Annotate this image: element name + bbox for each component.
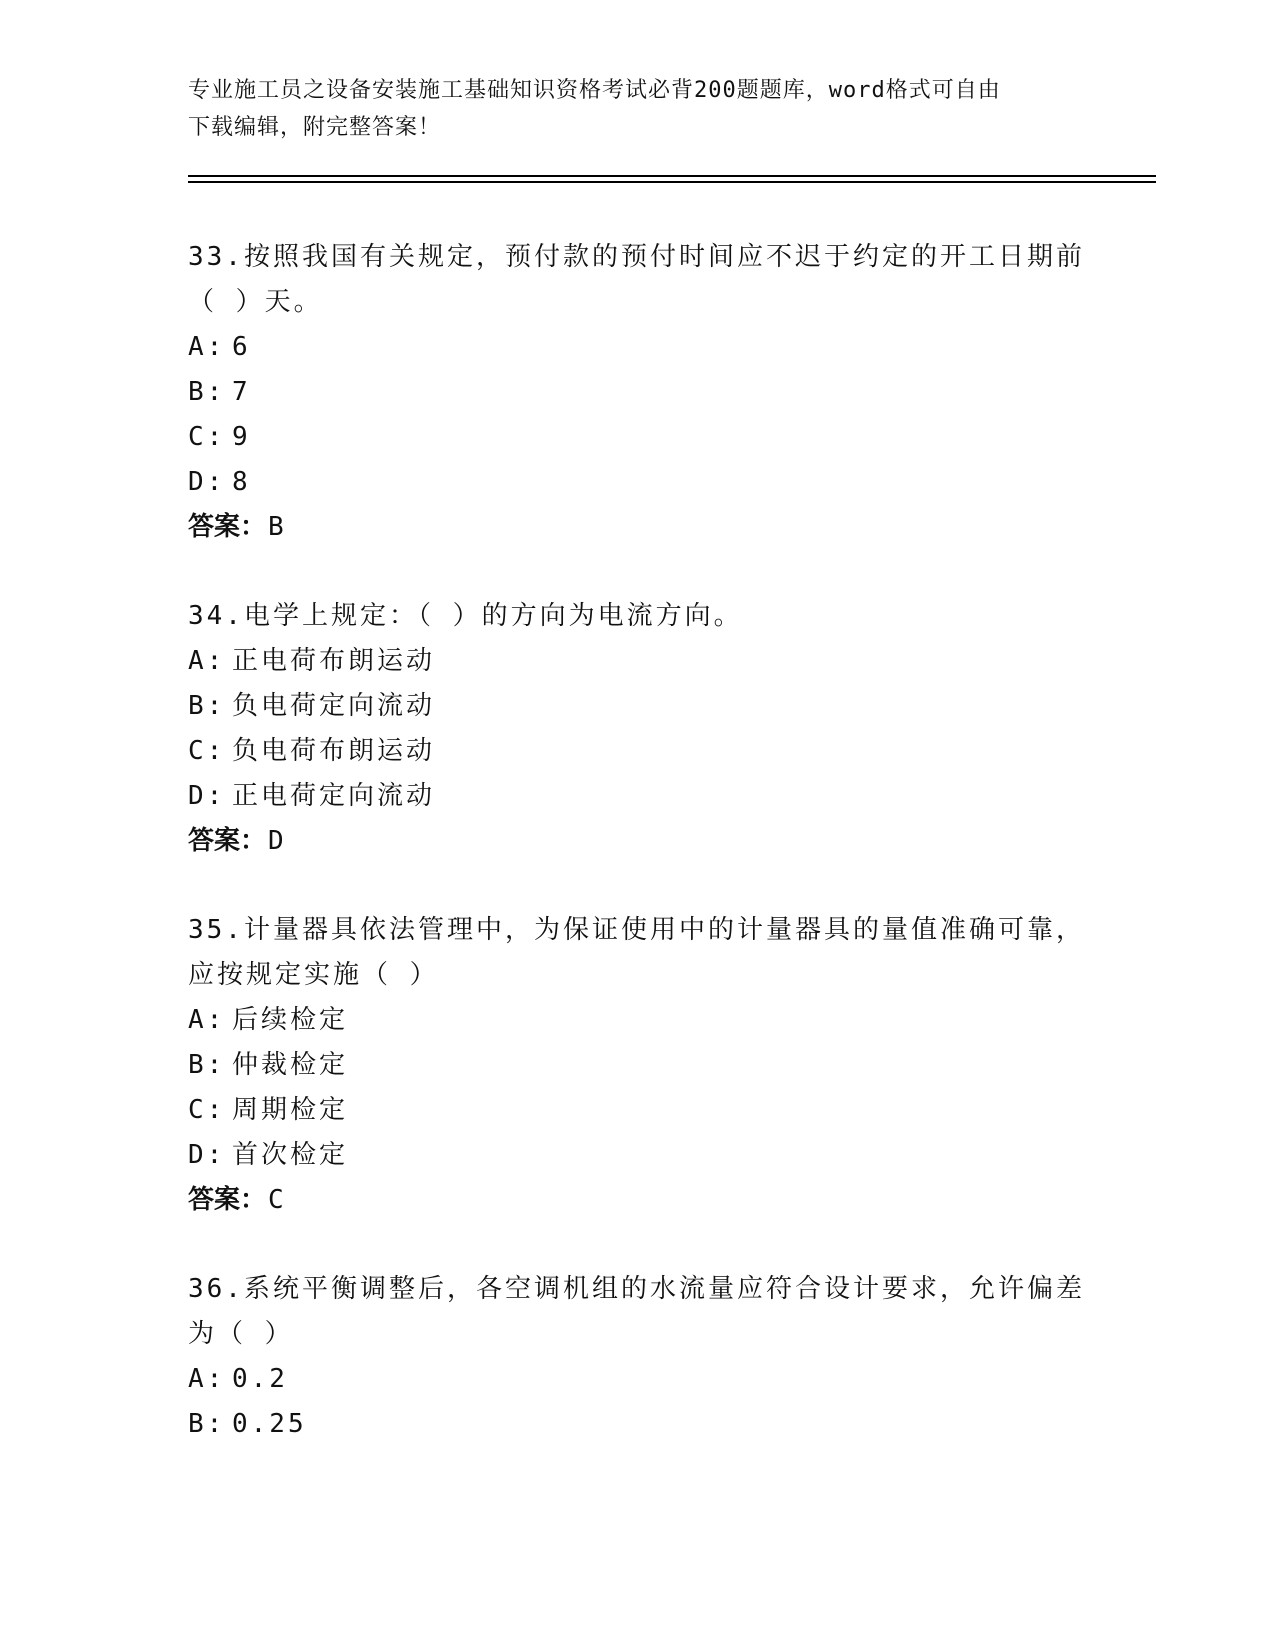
option-text: 8 bbox=[232, 467, 251, 497]
question-text-line-1: 36.系统平衡调整后，各空调机组的水流量应符合设计要求，允许偏差 bbox=[188, 1274, 1085, 1304]
option-text: 0.2 bbox=[232, 1364, 288, 1394]
option-b bbox=[188, 684, 1088, 729]
answer-label: 答案： bbox=[188, 512, 267, 542]
option-text: 0.25 bbox=[232, 1409, 307, 1439]
option-c bbox=[188, 1088, 1088, 1133]
option-letter: A: bbox=[188, 332, 226, 362]
answer-value: D bbox=[268, 826, 284, 856]
answer-label: 答案： bbox=[188, 826, 267, 856]
option-text: 正电荷布朗运动 bbox=[232, 646, 436, 676]
option-d bbox=[188, 460, 1088, 505]
option-a bbox=[188, 325, 1088, 370]
header-divider-top bbox=[188, 175, 1156, 177]
option-text: 首次检定 bbox=[232, 1140, 349, 1170]
answer-value: B bbox=[268, 512, 284, 542]
option-text: 后续检定 bbox=[232, 1005, 349, 1035]
option-letter: A: bbox=[188, 1364, 226, 1394]
question-text-line-2: 应按规定实施（ ） bbox=[188, 960, 439, 990]
option-d bbox=[188, 1133, 1088, 1178]
question-list bbox=[188, 235, 1088, 1491]
question-text-line-2: （ ）天。 bbox=[188, 287, 323, 317]
option-letter: D: bbox=[188, 1140, 226, 1170]
option-text: 6 bbox=[232, 332, 251, 362]
option-text: 仲裁检定 bbox=[232, 1050, 349, 1080]
option-b bbox=[188, 370, 1088, 415]
option-text: 7 bbox=[232, 377, 251, 407]
option-c bbox=[188, 729, 1088, 774]
option-letter: D: bbox=[188, 467, 226, 497]
option-text: 9 bbox=[232, 422, 251, 452]
answer-line bbox=[188, 819, 1088, 864]
option-letter: D: bbox=[188, 781, 226, 811]
option-text: 负电荷定向流动 bbox=[232, 691, 436, 721]
question-34 bbox=[188, 594, 1088, 864]
option-text: 负电荷布朗运动 bbox=[232, 736, 436, 766]
option-letter: C: bbox=[188, 1095, 226, 1125]
document-header bbox=[188, 72, 1088, 146]
answer-value: C bbox=[268, 1185, 284, 1215]
option-text: 正电荷定向流动 bbox=[232, 781, 436, 811]
question-33 bbox=[188, 235, 1088, 550]
option-a bbox=[188, 639, 1088, 684]
option-letter: B: bbox=[188, 1050, 226, 1080]
question-text-line-1: 34.电学上规定：（ ）的方向为电流方向。 bbox=[188, 601, 743, 631]
option-letter: B: bbox=[188, 377, 226, 407]
option-letter: B: bbox=[188, 691, 226, 721]
header-title-line-2: 下载编辑，附完整答案！ bbox=[188, 115, 442, 140]
option-letter: C: bbox=[188, 736, 226, 766]
answer-line bbox=[188, 505, 1088, 550]
option-letter: A: bbox=[188, 1005, 226, 1035]
question-36 bbox=[188, 1267, 1088, 1447]
question-text-line-1: 35.计量器具依法管理中，为保证使用中的计量器具的量值准确可靠， bbox=[188, 915, 1085, 945]
option-letter: C: bbox=[188, 422, 226, 452]
option-b bbox=[188, 1043, 1088, 1088]
option-letter: A: bbox=[188, 646, 226, 676]
option-text: 周期检定 bbox=[232, 1095, 349, 1125]
option-letter: B: bbox=[188, 1409, 226, 1439]
header-title-line-1: 专业施工员之设备安装施工基础知识资格考试必背200题题库，word格式可自由 bbox=[188, 78, 1001, 103]
option-c bbox=[188, 415, 1088, 460]
option-a bbox=[188, 1357, 1088, 1402]
answer-label: 答案： bbox=[188, 1185, 267, 1215]
answer-line bbox=[188, 1178, 1088, 1223]
option-a bbox=[188, 998, 1088, 1043]
option-b bbox=[188, 1402, 1088, 1447]
question-text-line-2: 为（ ） bbox=[188, 1319, 294, 1349]
question-35 bbox=[188, 908, 1088, 1223]
question-text-line-1: 33.按照我国有关规定，预付款的预付时间应不迟于约定的开工日期前 bbox=[188, 242, 1085, 272]
header-divider-bottom bbox=[188, 181, 1156, 183]
option-d bbox=[188, 774, 1088, 819]
